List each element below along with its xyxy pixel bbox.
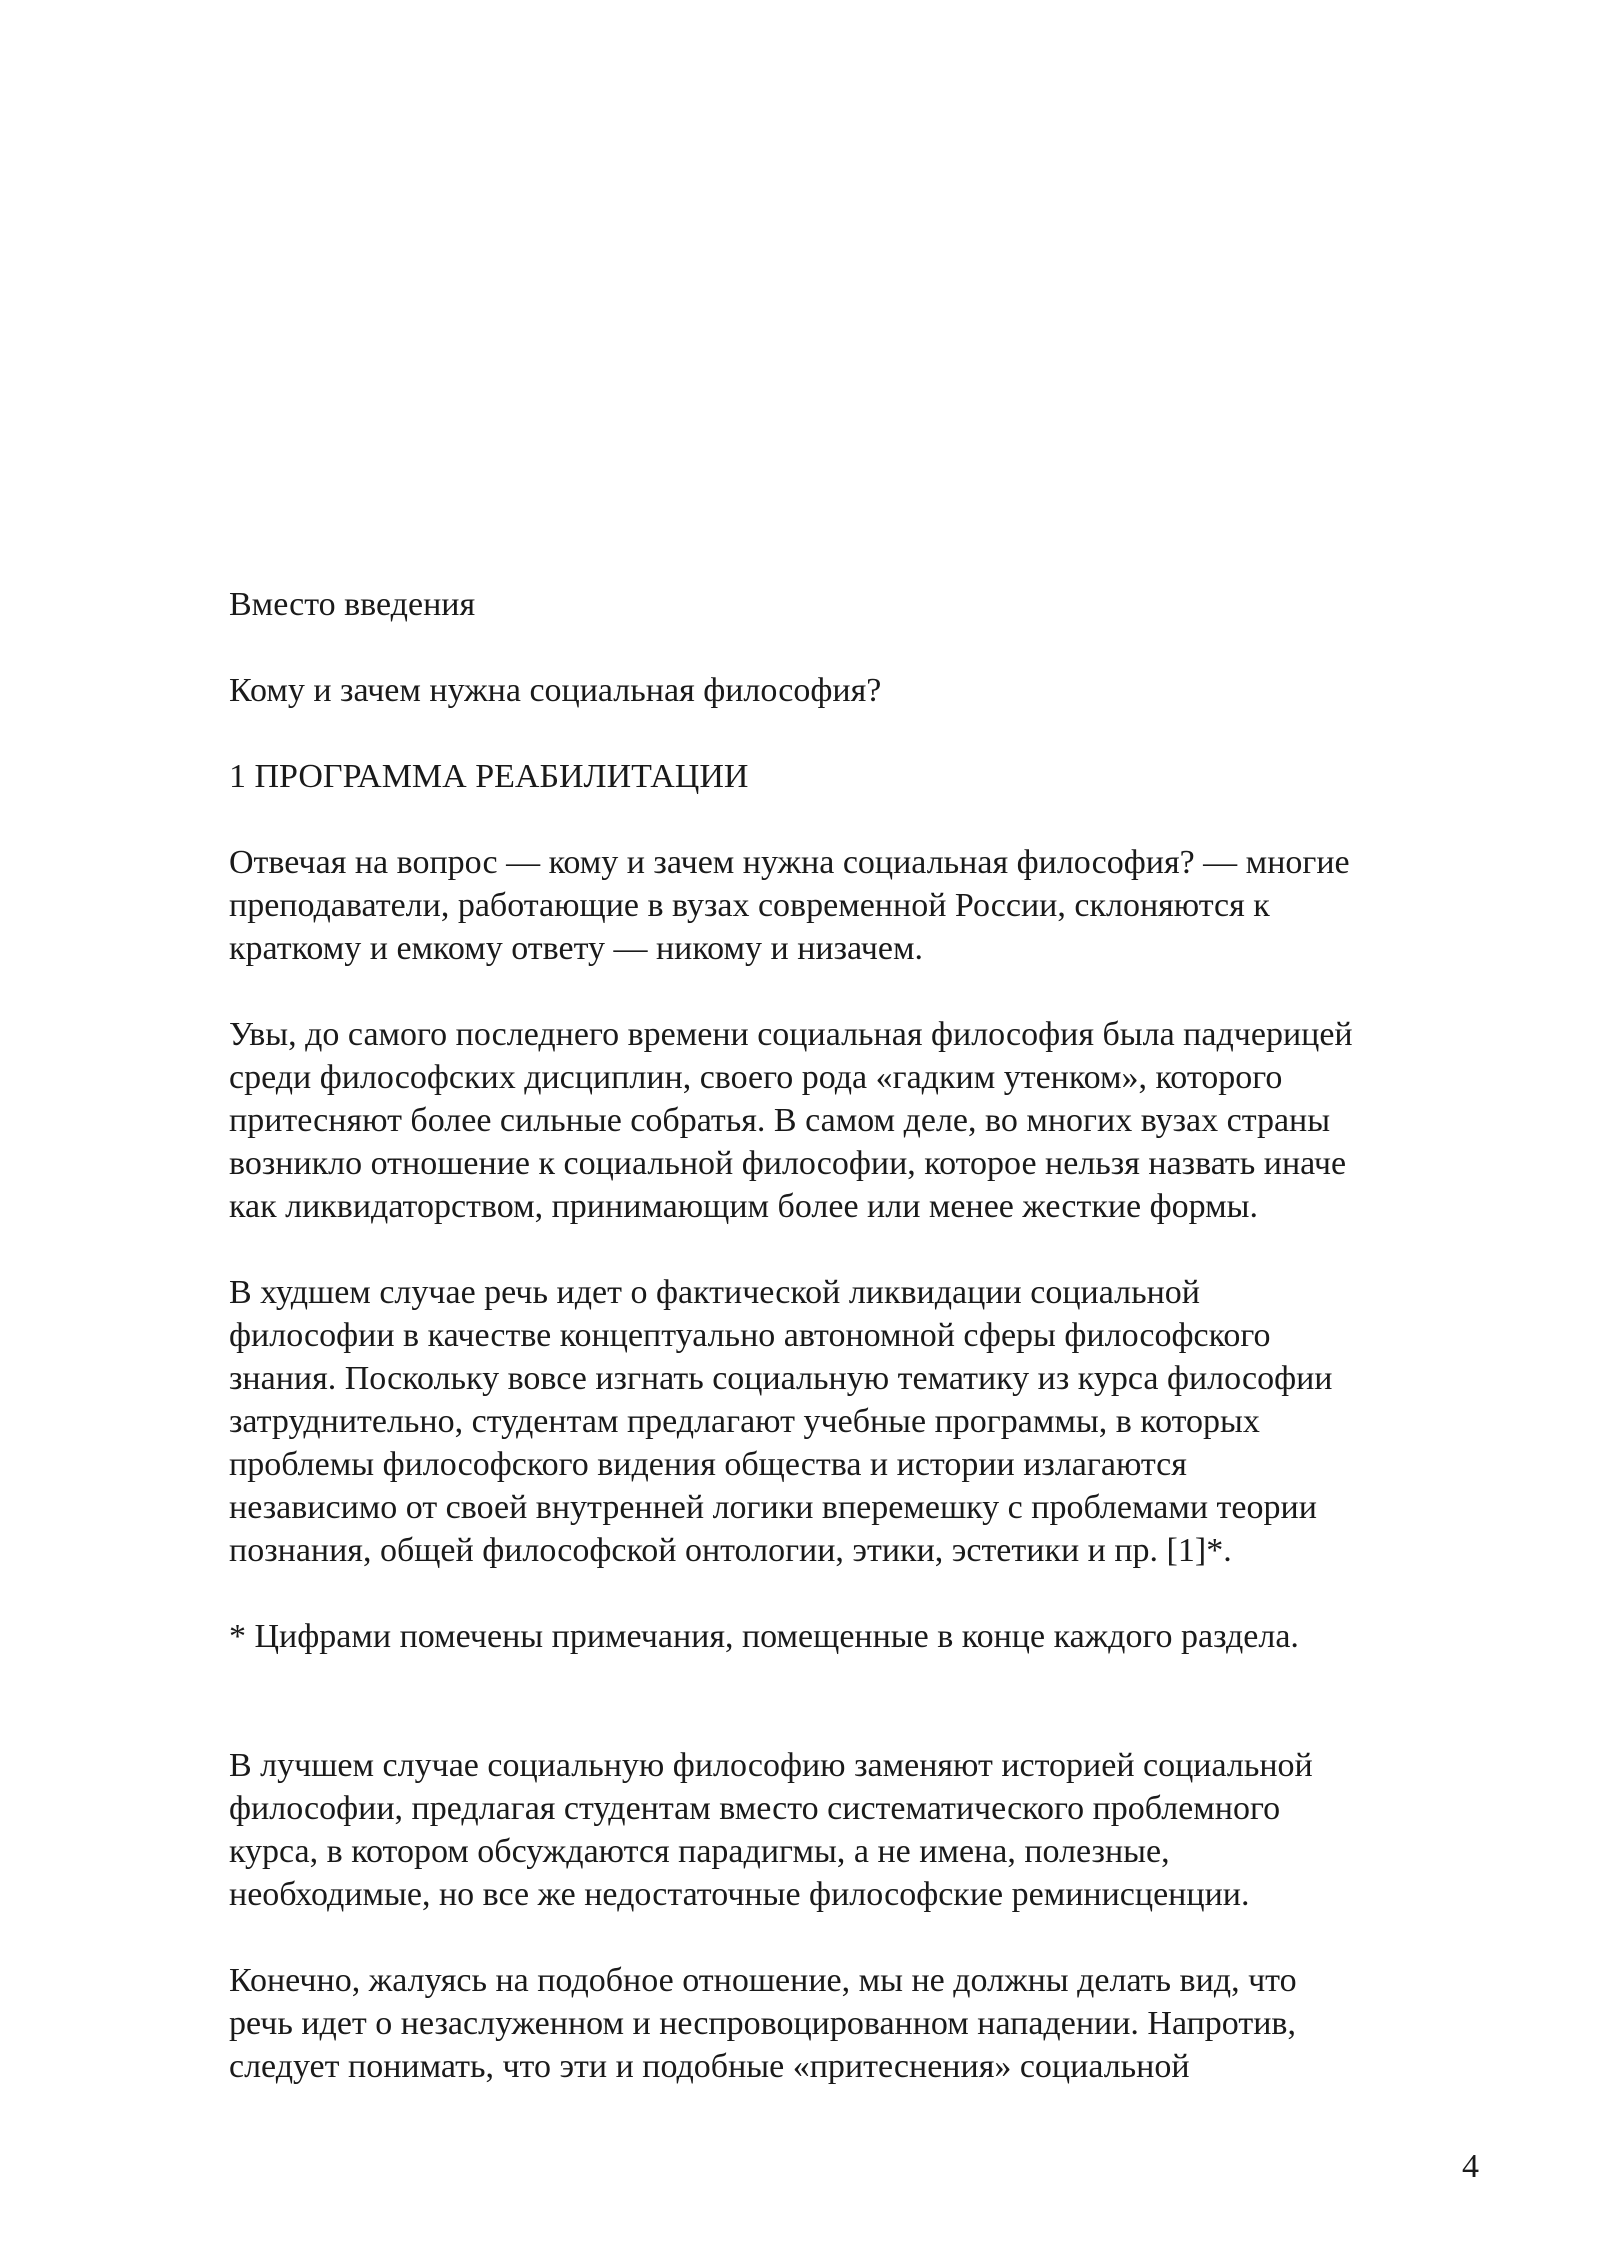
page-number: 4	[1462, 2148, 1479, 2185]
paragraph-line: возникло отношение к социальной философии, которое нельзя назвать иначе	[229, 1145, 1347, 1182]
paragraph-1	[229, 841, 1529, 970]
paragraph-2	[229, 1013, 1529, 1228]
heading-question: Кому и зачем нужна социальная философия?	[229, 672, 882, 709]
paragraph-line: проблемы философского видения общества и истории излагаются	[229, 1446, 1187, 1483]
heading-intro: Вместо введения	[229, 586, 476, 623]
paragraph-line: речь идет о незаслуженном и неспровоцированном нападении. Напротив,	[229, 2005, 1296, 2042]
paragraph-line: Конечно, жалуясь на подобное отношение, мы не должны делать вид, что	[229, 1962, 1297, 1999]
paragraph-line: краткому и емкому ответу — никому и низачем.	[229, 930, 923, 967]
paragraph-line: философии в качестве концептуально автономной сферы философского	[229, 1317, 1271, 1354]
footnote	[229, 1615, 1529, 1658]
paragraph-4	[229, 1744, 1529, 1916]
paragraph-line: Увы, до самого последнего времени социальная философия была падчерицей	[229, 1016, 1353, 1053]
footnote-line: * Цифрами помечены примечания, помещенные в конце каждого раздела.	[229, 1618, 1299, 1655]
paragraph-line: философии, предлагая студентам вместо систематического проблемного	[229, 1790, 1281, 1827]
paragraph-line: притесняют более сильные собратья. В самом деле, во многих вузах страны	[229, 1102, 1331, 1139]
paragraph-line: следует понимать, что эти и подобные «притеснения» социальной	[229, 2048, 1190, 2085]
paragraph-line: среди философских дисциплин, своего рода «гадким утенком», которого	[229, 1059, 1283, 1096]
paragraph-line: курса, в котором обсуждаются парадигмы, а не имена, полезные,	[229, 1833, 1170, 1870]
paragraph-line: Отвечая на вопрос — кому и зачем нужна социальная философия? — многие	[229, 844, 1350, 881]
paragraph-line: как ликвидаторством, принимающим более или менее жесткие формы.	[229, 1188, 1258, 1225]
paragraph-line: необходимые, но все же недостаточные философские реминисценции.	[229, 1876, 1250, 1913]
paragraph-line: познания, общей философской онтологии, этики, эстетики и пр. [1]*.	[229, 1532, 1232, 1569]
paragraph-5	[229, 1959, 1529, 2088]
paragraph-line: независимо от своей внутренней логики вперемешку с проблемами теории	[229, 1489, 1317, 1526]
paragraph-line: затруднительно, студентам предлагают учебные программы, в которых	[229, 1403, 1260, 1440]
section-title: 1 ПРОГРАММА РЕАБИЛИТАЦИИ	[229, 758, 749, 795]
paragraph-line: В худшем случае речь идет о фактической ликвидации социальной	[229, 1274, 1200, 1311]
page-content	[229, 583, 1529, 2088]
paragraph-3	[229, 1271, 1529, 1572]
paragraph-line: В лучшем случае социальную философию заменяют историей социальной	[229, 1747, 1313, 1784]
paragraph-line: преподаватели, работающие в вузах современной России, склоняются к	[229, 887, 1270, 924]
paragraph-line: знания. Поскольку вовсе изгнать социальную тематику из курса философии	[229, 1360, 1333, 1397]
